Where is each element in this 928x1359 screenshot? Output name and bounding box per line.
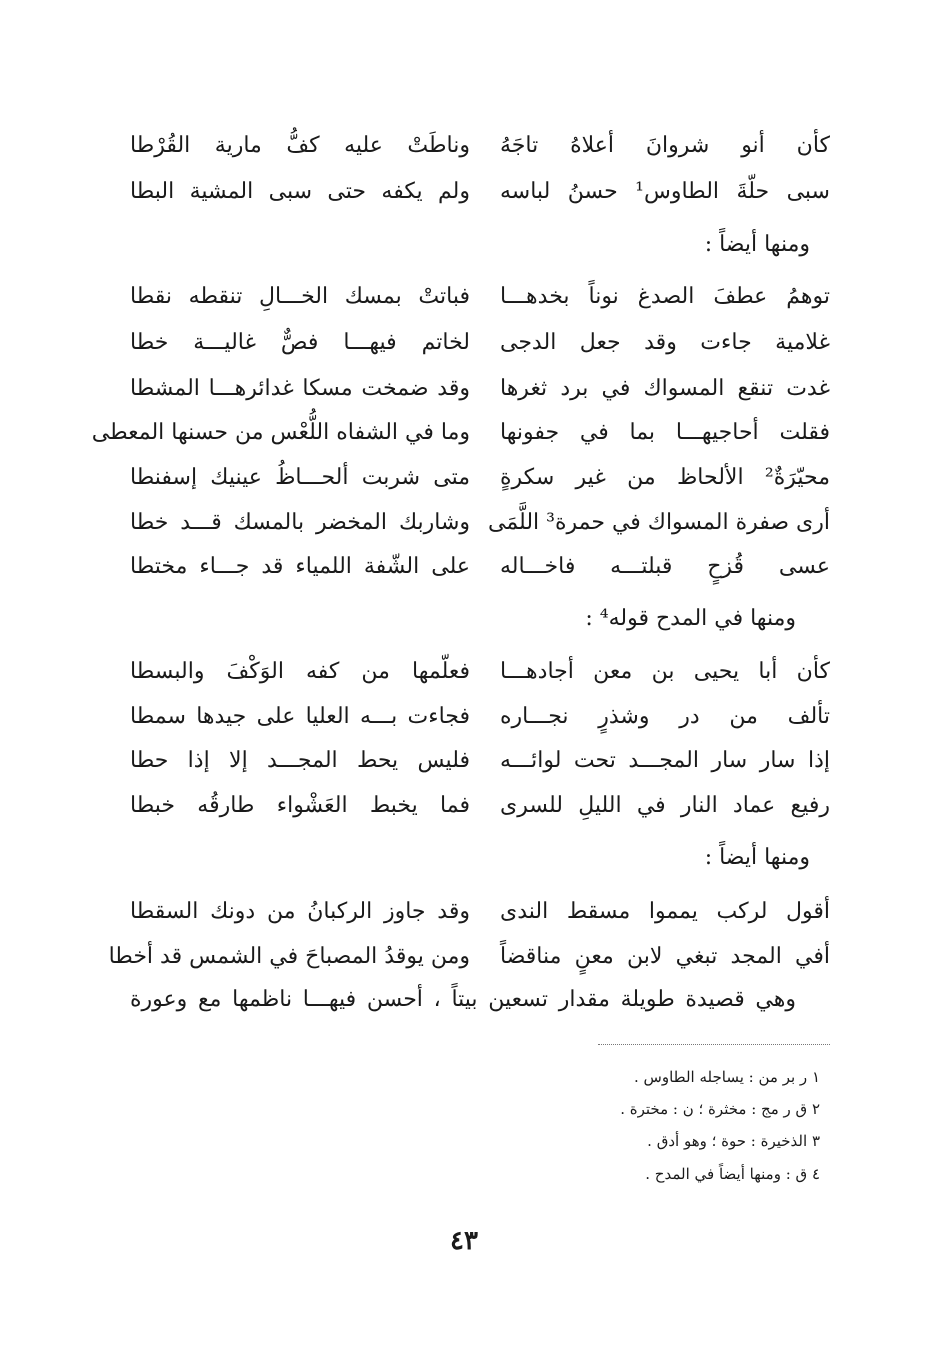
- verse-first-hemistich: عسى قُزحٍ قبلتـــه فاخـــاله: [500, 554, 830, 579]
- footnote: ١ ر بر من : يساجله الطاوس .: [634, 1068, 820, 1086]
- page-number: ٤٣: [450, 1226, 478, 1256]
- verse-second-hemistich: متى شربت ألحـــاظُ عينيك إسفنطا: [130, 465, 470, 490]
- verse-second-hemistich: لخاتم فيهـــا فصٌّ غاليـــة خطا: [130, 330, 470, 355]
- section-intro: ومنها في المدح قوله⁴ :: [585, 606, 796, 631]
- footnote-divider: [598, 1044, 830, 1045]
- verse-first-hemistich: أقول لركب يمموا مسقط الندى: [500, 899, 830, 924]
- verse-first-hemistich: فقلت أحاجيهـــا بما في جفونها: [500, 420, 830, 445]
- verse-first-hemistich: أرى صفرة المسواك في حمرة³ اللَّمَى: [488, 510, 830, 535]
- verse-first-hemistich: غدت تنقع المسواك في برد ثغرها: [500, 376, 830, 401]
- verse-second-hemistich: وقد ضمخت مسكا غدائرهـــا المشطا: [130, 376, 470, 401]
- verse-first-hemistich: كأن أبا يحيى بن معن أجادهـــا: [500, 659, 830, 684]
- section-intro: ومنها أيضاً :: [704, 232, 810, 257]
- verse-first-hemistich: إذا سار سار المجـــد تحت لوائـــه: [500, 748, 830, 773]
- verse-second-hemistich: وقد جاوز الركبانُ من دونك السقطا: [130, 899, 470, 924]
- verse-first-hemistich: كأن أنو شروانَ أعلاهُ تاجَهُ: [500, 133, 830, 158]
- verse-second-hemistich: فجاءت بـــه العليا على جيدها سمطا: [130, 704, 470, 729]
- verse-first-hemistich: رفيع عماد النار في الليلِ للسرى: [500, 793, 830, 818]
- footnote: ٣ الذخيرة : حوة ؛ وهو أدق .: [647, 1132, 820, 1150]
- verse-second-hemistich: وناطَتْ عليه كفُّ مارية القُرْطا: [130, 133, 470, 158]
- verse-first-hemistich: تألف من در وشذرٍ نجـــاره: [500, 704, 830, 729]
- verse-first-hemistich: أفي المجد تبغي لابن معنٍ مناقضاً: [500, 944, 830, 969]
- verse-first-hemistich: غلامية جاءت وقد جعل الدجى: [500, 330, 830, 355]
- section-intro: ومنها أيضاً :: [704, 845, 810, 870]
- verse-second-hemistich: فما يخبط العَشْواء طارقُه خبطا: [130, 793, 470, 818]
- verse-first-hemistich: توهمُ عطفَ الصدغ نوناً بخدهـــا: [500, 284, 830, 309]
- closing-prose: وهي قصيدة طويلة مقدار تسعين بيتاً ، أحسن فيهـــا ناظمها مع وعورة: [130, 987, 796, 1012]
- verse-second-hemistich: فباتتْ بمسك الخـــالِ تنقطه نقطا: [130, 284, 470, 309]
- verse-second-hemistich: ولم يكفه حتى سبى المشية البطا: [130, 179, 470, 204]
- verse-second-hemistich: فليس يحط المجـــد إلا إذا حطا: [130, 748, 470, 773]
- footnote: ٢ ق ر مج : مخثرة ؛ ن : مخترة .: [620, 1100, 820, 1118]
- footnote: ٤ ق : ومنها أيضاً في المدح .: [645, 1165, 820, 1183]
- verse-second-hemistich: ومن يوقدُ المصباحَ في الشمس قد أخطا: [108, 944, 470, 969]
- verse-second-hemistich: وشاربك المخضر بالمسك قـــد خطا: [130, 510, 470, 535]
- verse-second-hemistich: فعلّمها من كفه الوَكْفَ والبسطا: [130, 659, 470, 684]
- verse-second-hemistich: على الشّفة اللمياء قد جـــاء مختطا: [130, 554, 470, 579]
- verse-second-hemistich: وما في الشفاه اللُّعْس من حسنها المعطى: [91, 420, 470, 445]
- verse-first-hemistich: محيّرَةٌ² الألحاظ من غير سكرةٍ: [500, 465, 830, 490]
- verse-first-hemistich: سبى حلّةَ الطاوس¹ حسنُ لباسه: [500, 179, 830, 204]
